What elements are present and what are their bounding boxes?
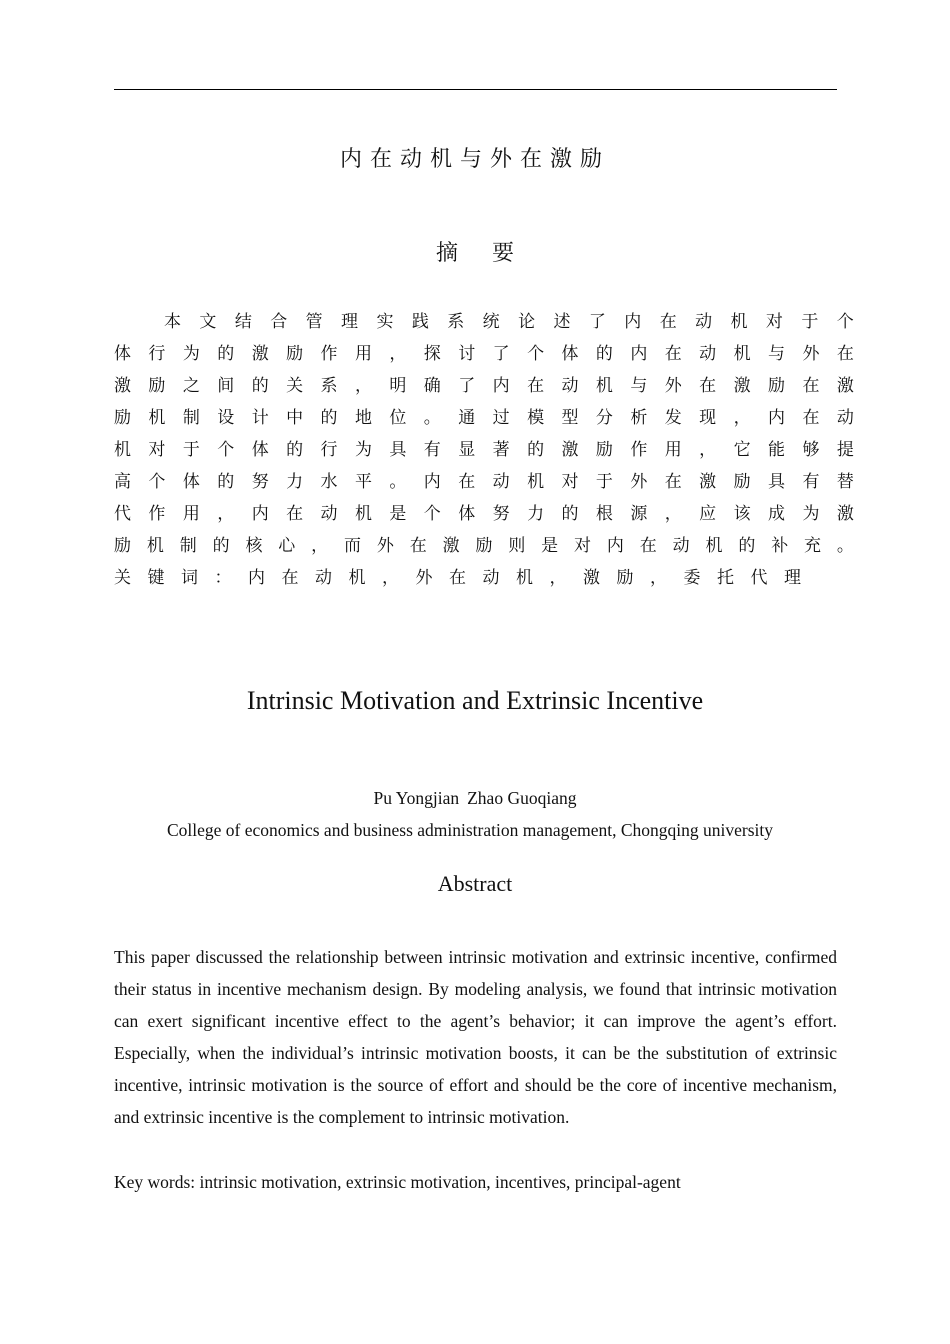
chinese-char: 设 [217,408,235,428]
chinese-char: 的 [251,376,269,396]
chinese-char: 地 [354,408,372,428]
chinese-char: 在 [449,568,466,588]
chinese-abstract-heading-char: 摘 [435,241,458,266]
chinese-char: ， [664,504,682,524]
chinese-char: 机 [527,472,545,492]
chinese-char: 内 [624,312,642,332]
chinese-char: 激 [733,376,751,396]
chinese-abstract-line [114,530,854,562]
chinese-char: 内 [248,568,265,588]
chinese-char: 外 [630,472,648,492]
chinese-abstract-line [114,434,854,466]
chinese-abstract-line [114,338,854,370]
chinese-char: 系 [447,312,465,332]
chinese-char: 了 [492,344,510,364]
chinese-char: 内 [630,344,648,364]
chinese-char: 动 [695,312,713,332]
chinese-char: 计 [251,408,269,428]
chinese-char: 通 [458,408,476,428]
chinese-char: 词 [181,568,198,588]
chinese-char: 励 [733,472,751,492]
chinese-char: 在 [527,376,545,396]
chinese-char: 外 [415,568,433,588]
chinese-char: 体 [182,472,200,492]
chinese-abstract-line [114,498,854,530]
chinese-char: 行 [148,344,166,364]
chinese-char: 充 [804,536,822,556]
chinese-char: 作 [148,504,166,524]
chinese-char: 在 [659,312,677,332]
chinese-char: 在 [664,472,682,492]
chinese-char: 激 [836,504,854,524]
chinese-char: 补 [771,536,789,556]
keywords: Key words: intrinsic motivation, extrinsic motivation, incentives, principal-agent [114,1172,681,1192]
chinese-char: 的 [320,408,338,428]
chinese-abstract-line [114,306,854,338]
chinese-char: 间 [217,376,235,396]
chinese-char: 而 [344,536,362,556]
chinese-char: 励 [286,344,304,364]
chinese-char: 关 [286,376,304,396]
chinese-char: 具 [389,440,407,460]
chinese-char: 有 [802,472,820,492]
chinese-char: 有 [423,440,441,460]
chinese-char: 高 [114,472,131,492]
chinese-char: 的 [286,440,304,460]
english-title: Intrinsic Motivation and Extrinsic Incentive [246,686,704,715]
chinese-char: 了 [458,376,476,396]
chinese-char: 外 [376,536,394,556]
chinese-char: 动 [320,504,338,524]
chinese-char: 对 [561,472,579,492]
chinese-char: 机 [595,376,613,396]
chinese-char: 作 [630,440,648,460]
chinese-char: 作 [320,344,338,364]
chinese-char: 的 [527,440,545,460]
chinese-char: 的 [595,344,613,364]
chinese-char: 著 [492,440,510,460]
chinese-char: 内 [606,536,624,556]
chinese-char: 模 [527,408,545,428]
chinese-char: 平 [354,472,372,492]
chinese-char: 它 [733,440,751,460]
chinese-char: 行 [320,440,338,460]
chinese-char: 个 [527,344,545,364]
chinese-char: 的 [561,504,579,524]
chinese-keywords [114,562,801,594]
chinese-char: 内 [423,472,441,492]
chinese-char: 内 [251,504,269,524]
chinese-char: 统 [482,312,500,332]
chinese-char: 对 [574,536,592,556]
chinese-char: 制 [179,536,197,556]
chinese-char: 动 [561,376,579,396]
chinese-char: 激 [442,536,460,556]
chinese-char: 动 [836,408,854,428]
chinese-char: 则 [508,536,526,556]
chinese-char: 讨 [458,344,476,364]
chinese-char: 机 [114,440,131,460]
chinese-char: 个 [423,504,441,524]
author-name: Zhao Guoqiang [467,788,577,808]
chinese-char: ， [650,568,667,588]
chinese-char: 源 [630,504,648,524]
chinese-char: ， [699,440,717,460]
chinese-char: 激 [699,472,717,492]
chinese-char: 发 [664,408,682,428]
chinese-abstract-line [114,370,854,402]
chinese-char: 励 [148,376,166,396]
chinese-char: 水 [320,472,338,492]
chinese-char: 于 [595,472,613,492]
chinese-char: 对 [765,312,783,332]
chinese-char: 。 [423,408,441,428]
chinese-char: 个 [217,440,235,460]
chinese-char: 励 [475,536,493,556]
chinese-char: 确 [423,376,441,396]
chinese-char: 是 [541,536,559,556]
chinese-char: 外 [664,376,682,396]
chinese-char: 励 [114,536,131,556]
chinese-char: 析 [630,408,648,428]
chinese-char: 激 [583,568,600,588]
chinese-char: 在 [699,376,717,396]
chinese-char: 。 [836,536,854,556]
chinese-char: 了 [588,312,606,332]
chinese-char: ， [311,536,329,556]
chinese-abstract-line [114,466,854,498]
chinese-char: 根 [595,504,613,524]
chinese-char: 。 [389,472,407,492]
chinese-char: ： [214,568,232,588]
chinese-char: 心 [278,536,296,556]
chinese-char: 实 [376,312,394,332]
chinese-char: 在 [664,344,682,364]
chinese-char: 外 [802,344,820,364]
chinese-char: 管 [305,312,323,332]
chinese-char: 体 [458,504,476,524]
chinese-char: 动 [672,536,690,556]
chinese-char: 机 [146,536,164,556]
chinese-char: 机 [516,568,533,588]
chinese-char: 代 [750,568,768,588]
abstract-body: This paper discussed the relationship between intrinsic motivation and extrinsic incentive, confirmed their status in incentive mechanism design. By modeling analysis, we found that intrinsic motivation can exert significant incentive effect to the agent’s behavior; it can improve the agent’s effort. Especially, when the individual’s intrinsic motivation boosts, it can be the substitution of extrinsic incentive, intrinsic motivation is the source of effort and should be the core of incentive mechanism, and extrinsic incentive is the complement to intrinsic motivation. [114,947,837,1127]
chinese-char: 的 [217,344,235,364]
chinese-char: 个 [148,472,166,492]
chinese-char: 替 [836,472,854,492]
chinese-char: 用 [182,504,200,524]
chinese-char: 机 [733,344,751,364]
chinese-char: 键 [147,568,165,588]
chinese-char: 关 [114,568,131,588]
chinese-char: 体 [114,344,131,364]
chinese-char: 为 [802,504,820,524]
chinese-char: ， [389,344,407,364]
chinese-char: 在 [802,408,820,428]
chinese-char: 体 [251,440,269,460]
chinese-char: 机 [148,408,166,428]
chinese-char: 能 [768,440,786,460]
chinese-char: 机 [730,312,748,332]
chinese-char: 理 [341,312,359,332]
chinese-char: 该 [733,504,751,524]
chinese-char: 力 [286,472,304,492]
chinese-char: 位 [389,408,407,428]
author-name: Pu Yongjian [373,788,460,808]
chinese-char: 为 [182,344,200,364]
chinese-char: 机 [705,536,723,556]
chinese-char: 是 [389,504,407,524]
chinese-char: 机 [354,504,372,524]
chinese-char: 现 [699,408,717,428]
chinese-char: ， [217,504,235,524]
chinese-char: 成 [768,504,786,524]
chinese-char: 与 [630,376,648,396]
chinese-char: 内 [768,408,786,428]
chinese-char: 具 [768,472,786,492]
chinese-char: 探 [423,344,441,364]
chinese-char: 对 [148,440,166,460]
chinese-abstract-heading [0,236,950,267]
chinese-char: 力 [527,504,545,524]
chinese-char: 激 [836,376,854,396]
chinese-char: 明 [389,376,407,396]
chinese-char: 制 [182,408,200,428]
chinese-char: 述 [553,312,571,332]
chinese-char: 励 [114,408,131,428]
chinese-char: 过 [492,408,510,428]
chinese-char: 在 [836,344,854,364]
chinese-char: ， [549,568,567,588]
affiliation: College of economics and business administration management, Chongqing university [166,820,774,840]
chinese-char: 激 [251,344,269,364]
chinese-char: 努 [251,472,269,492]
chinese-char: ， [354,376,372,396]
chinese-char: 托 [717,568,734,588]
chinese-char: 够 [802,440,820,460]
chinese-char: 动 [482,568,500,588]
chinese-char: 论 [518,312,536,332]
chinese-char: 本 [164,312,181,332]
chinese-char: 个 [836,312,854,332]
chinese-abstract-line [114,402,854,434]
chinese-char: 用 [664,440,682,460]
chinese-abstract-heading-char: 要 [492,241,515,266]
chinese-char: 激 [114,376,131,396]
chinese-char: 的 [212,536,230,556]
chinese-char: 文 [199,312,217,332]
chinese-char: 努 [492,504,510,524]
chinese-char: 分 [595,408,613,428]
chinese-char: 践 [411,312,429,332]
chinese-char: 在 [802,376,820,396]
chinese-char: 于 [182,440,200,460]
chinese-char: 励 [616,568,634,588]
chinese-title: 内在动机与外在激励 [339,147,610,172]
header-rule [114,89,837,90]
chinese-char: 与 [768,344,786,364]
chinese-char: 于 [801,312,819,332]
chinese-char: 在 [281,568,299,588]
chinese-char: 系 [320,376,338,396]
chinese-char: 结 [234,312,252,332]
chinese-char: 型 [561,408,579,428]
chinese-char: 委 [683,568,701,588]
chinese-char: 中 [286,408,304,428]
chinese-char: 的 [738,536,756,556]
chinese-char: ， [382,568,399,588]
chinese-char: 励 [768,376,786,396]
chinese-char: 在 [639,536,657,556]
chinese-char: 理 [784,568,801,588]
chinese-char: 代 [114,504,131,524]
chinese-char: 在 [286,504,304,524]
chinese-char: 体 [561,344,579,364]
chinese-char: 内 [492,376,510,396]
chinese-char: 在 [409,536,427,556]
chinese-char: 励 [595,440,613,460]
chinese-char: 用 [354,344,372,364]
chinese-char: 之 [182,376,200,396]
chinese-abstract-body [114,306,854,594]
chinese-char: 显 [458,440,476,460]
chinese-char: 为 [354,440,372,460]
chinese-char: 动 [315,568,332,588]
chinese-char: 动 [492,472,510,492]
authors [0,788,950,809]
abstract-heading: Abstract [437,871,513,896]
chinese-char: 在 [458,472,476,492]
chinese-char: 动 [699,344,717,364]
chinese-char: ， [733,408,751,428]
chinese-char: 核 [245,536,263,556]
chinese-char: 提 [836,440,854,460]
chinese-char: 机 [348,568,366,588]
chinese-char: 应 [699,504,717,524]
chinese-char: 合 [270,312,288,332]
chinese-char: 激 [561,440,579,460]
chinese-char: 的 [217,472,235,492]
